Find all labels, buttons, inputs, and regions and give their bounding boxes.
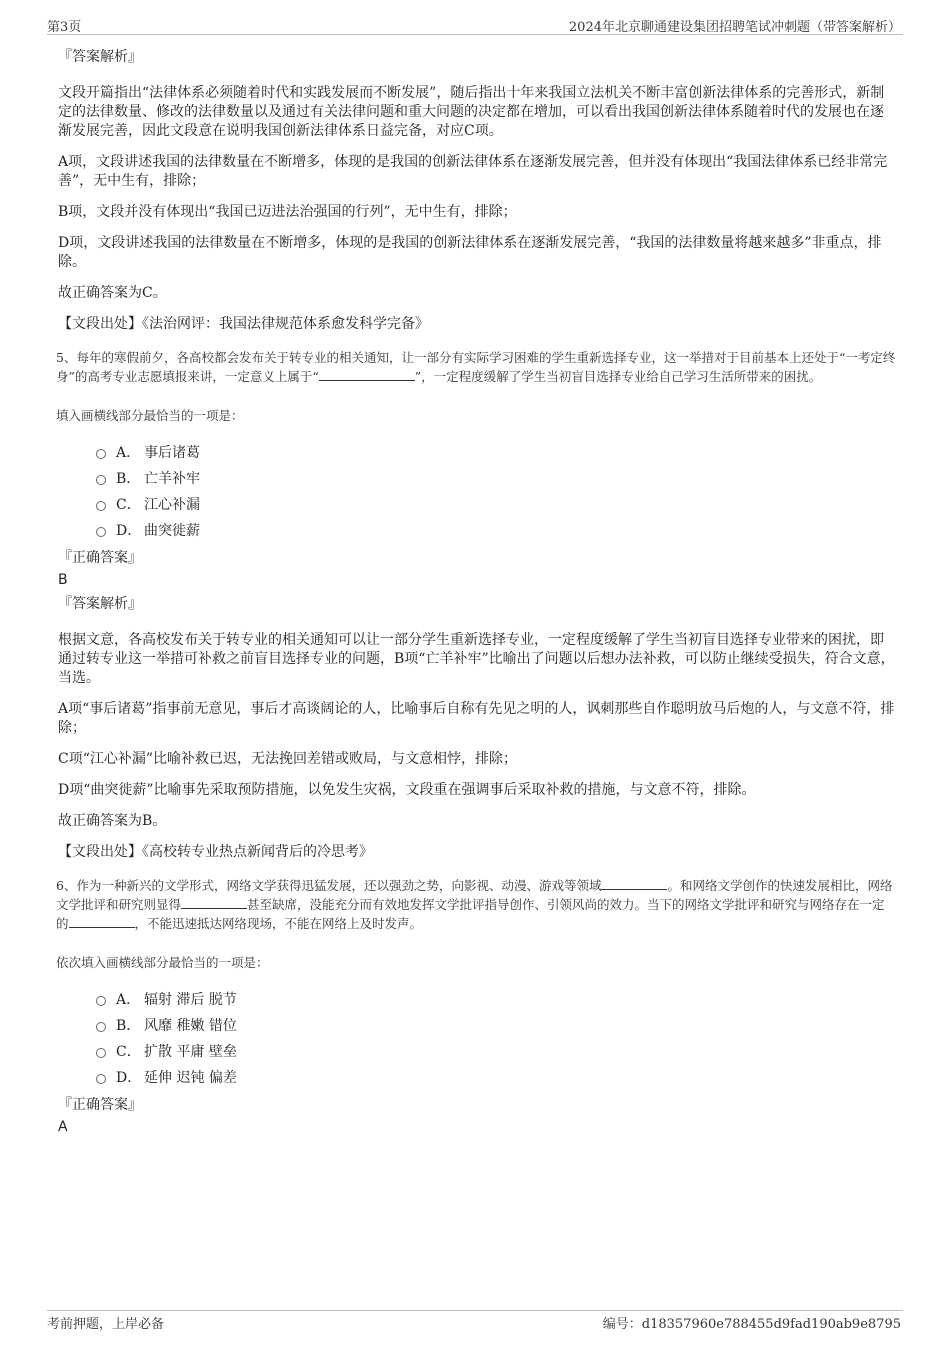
analysis-paragraph: D项，文段讲述我国的法律数量在不断增多，体现的是我国的创新法律体系在逐渐发展完善，“我国的法律数量将越来越多”非重点，排除。	[58, 235, 882, 270]
question-6-options	[96, 986, 896, 1090]
analysis-heading: 『答案解析』	[58, 596, 142, 612]
analysis-paragraph: 根据文意，各高校发布关于转专业的相关通知可以让一部分学生重新选择专业，一定程度缓解了学生当初盲目选择专业带来的困扰，即通过转专业这一举措可补救之前盲目选择专业的问题，B项“亡羊补牢”比喻出了问题以后想办法补救，可以防止继续受损失，符合文意，当选。	[58, 632, 895, 686]
question-6-prompt: 依次填入画横线部分最恰当的一项是：	[56, 955, 269, 970]
conclusion: 故正确答案为B。	[58, 813, 167, 829]
analysis-paragraph: D项“曲突徙薪”比喻事先采取预防措施，以免发生灾祸，文段重在强调事后采取补救的措施，与文意不符，排除。	[58, 782, 756, 798]
radio-icon[interactable]	[96, 527, 106, 537]
radio-icon[interactable]	[96, 1022, 106, 1032]
conclusion: 故正确答案为C。	[58, 285, 167, 301]
radio-icon[interactable]	[96, 475, 106, 485]
radio-icon[interactable]	[96, 449, 106, 459]
passage-source: 【文段出处】《法治网评：我国法律规范体系愈发科学完备》	[58, 316, 429, 332]
fill-blank	[601, 876, 667, 890]
main-content	[56, 42, 896, 1136]
option-c[interactable]: C． 江心补漏	[96, 491, 896, 517]
option-d[interactable]: D． 延伸 迟钝 偏差	[96, 1064, 896, 1090]
radio-icon[interactable]	[96, 501, 106, 511]
analysis-paragraph: C项“江心补漏”比喻补救已迟，无法挽回差错或败局，与文意相悖，排除；	[58, 751, 518, 767]
option-a[interactable]: A． 辐射 滞后 脱节	[96, 986, 896, 1012]
radio-icon[interactable]	[96, 1074, 106, 1084]
radio-icon[interactable]	[96, 1048, 106, 1058]
page-header	[47, 14, 903, 35]
correct-answer-heading: 『正确答案』	[58, 1097, 142, 1113]
footer-slogan: 考前押题，上岸必备	[47, 1317, 165, 1332]
radio-icon[interactable]	[96, 996, 106, 1006]
correct-answer-heading: 『正确答案』	[58, 550, 142, 566]
analysis-paragraph: A项“事后诸葛”指事前无意见，事后才高谈阔论的人，比喻事后自称有先见之明的人，讽刺那些自作聪明放马后炮的人，与文意不符，排除；	[58, 701, 895, 736]
fill-blank	[319, 367, 415, 381]
passage-source: 【文段出处】《高校转专业热点新闻背后的冷思考》	[58, 844, 373, 860]
option-b[interactable]: B． 亡羊补牢	[96, 465, 896, 491]
page-footer	[47, 1310, 903, 1333]
option-d[interactable]: D． 曲突徙薪	[96, 517, 896, 543]
analysis-heading: 『答案解析』	[58, 49, 142, 65]
analysis-paragraph: A项，文段讲述我国的法律数量在不断增多，体现的是我国的创新法律体系在逐渐发展完善，但并没有体现出“我国法律体系已经非常完善”，无中生有，排除；	[58, 154, 888, 189]
option-b[interactable]: B． 风靡 稚嫩 错位	[96, 1012, 896, 1038]
correct-answer: B	[58, 572, 68, 588]
fill-blank	[181, 895, 247, 909]
document-id: 编号：d18357960e788455d9fad190ab9e8795	[602, 1317, 901, 1332]
page-number: 第3页	[47, 20, 82, 35]
correct-answer: A	[58, 1119, 68, 1135]
question-5-options	[96, 439, 896, 543]
analysis-paragraph: 文段开篇指出“法律体系必须随着时代和实践发展而不断发展”，随后指出十年来我国立法机关不断丰富创新法律体系的完善形式，新制定的法律数量、修改的法律数量以及通过有关法律问题和重大问题的决定都在增加，可以看出我国创新法律体系随着时代的发展也在逐渐发展完善，因此文段意在说明我国创新法律体系日益完备，对应C项。	[58, 85, 885, 139]
document-title: 2024年北京聊通建设集团招聘笔试冲刺题（带答案解析）	[568, 20, 901, 35]
fill-blank	[69, 914, 135, 928]
question-5-text: 5、每年的寒假前夕，各高校都会发布关于转专业的相关通知，让一部分有实际学习困难的学生重新选择专业，这一举措对于目前基本上还处于“一考定终身”的高考专业志愿填报来讲，一定意义上属于“ ”，一定程度缓解了学生当初盲目选择专业给自己学习生活所带来的困扰。	[56, 350, 896, 384]
analysis-paragraph: B项，文段并没有体现出“我国已迈进法治强国的行列”，无中生有，排除；	[58, 204, 517, 220]
question-6-text: 6、作为一种新兴的文学形式，网络文学获得迅猛发展，还以强劲之势，向影视、动漫、游戏等领域 。和网络文学创作的快速发展相比，网络文学批评和研究则显得 甚至缺席，没能充分而有效地发挥文学批评指导创作、引领风尚的效力。当下的网络文学批评和研究与网络存在一定的 ，不能迅速抵达网络现场，不能在网络上及时发声。	[56, 878, 893, 931]
question-5-prompt: 填入画横线部分最恰当的一项是：	[56, 408, 244, 423]
option-c[interactable]: C． 扩散 平庸 壁垒	[96, 1038, 896, 1064]
option-a[interactable]: A． 事后诸葛	[96, 439, 896, 465]
